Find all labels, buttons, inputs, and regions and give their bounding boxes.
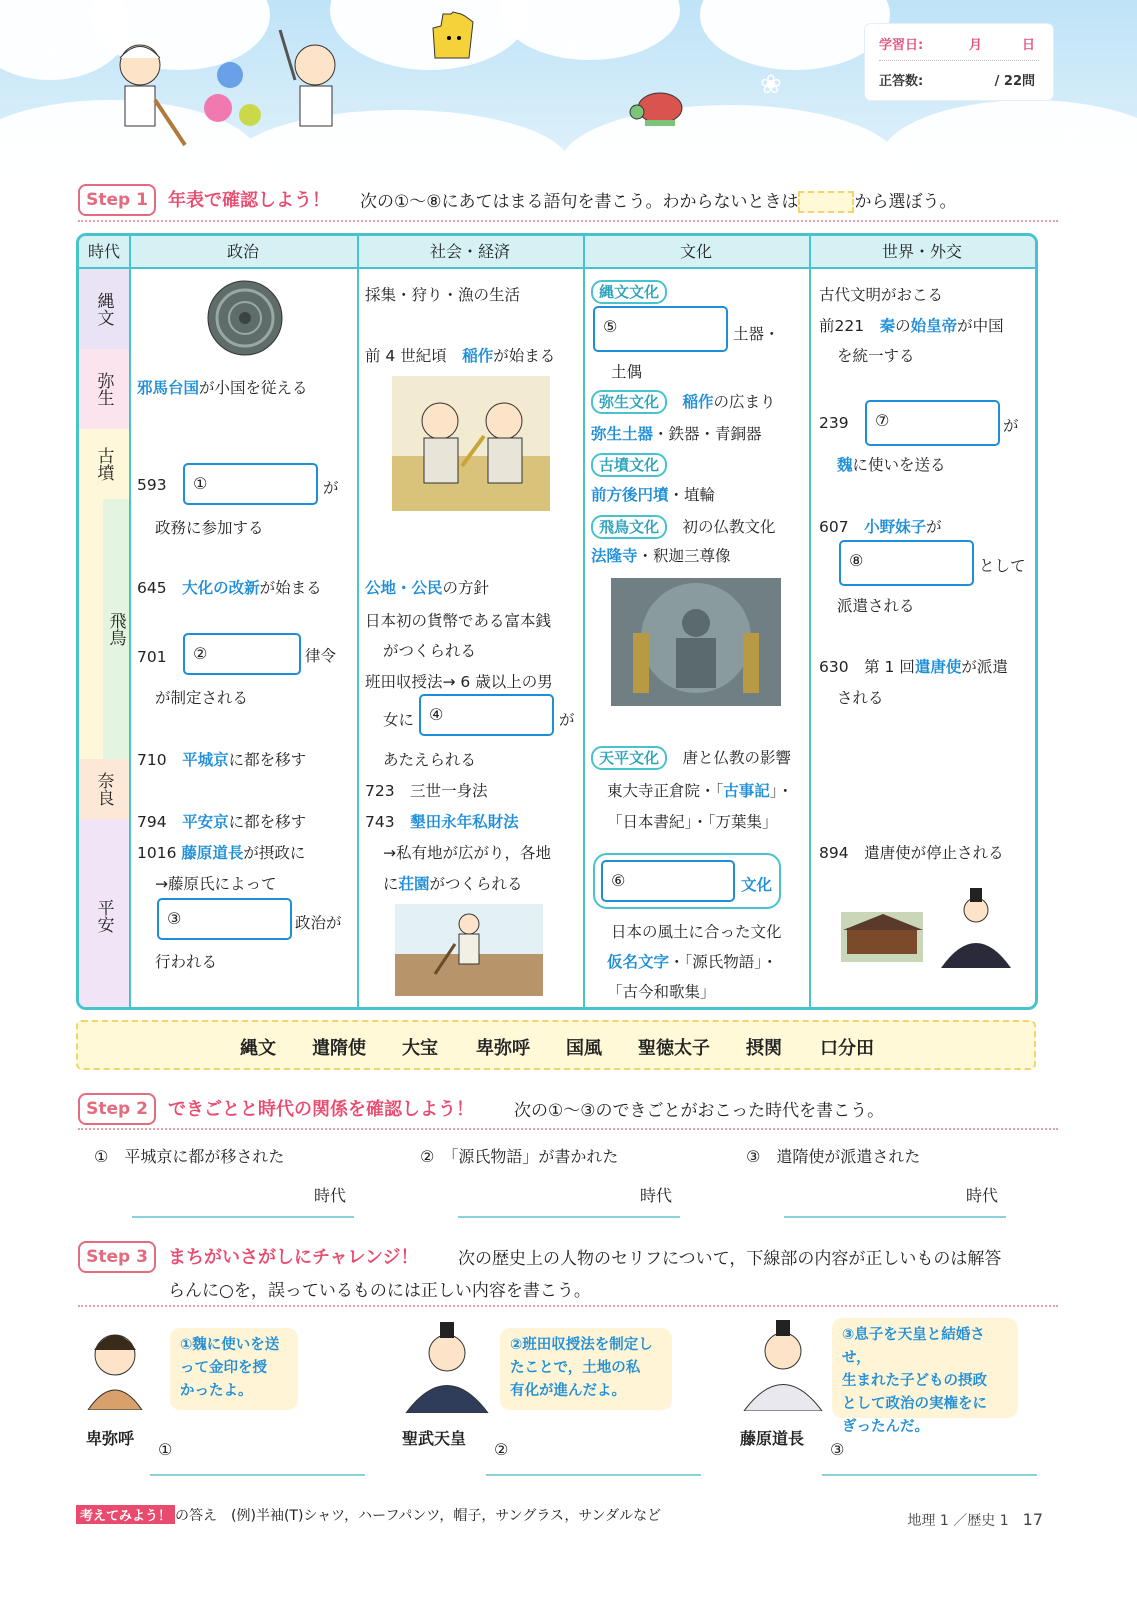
keyword: 墾田永年私財法 bbox=[410, 813, 519, 831]
cloud-decoration bbox=[560, 105, 900, 165]
answer-line-step2-1[interactable] bbox=[132, 1216, 354, 1218]
answer-number: ③ bbox=[830, 1440, 845, 1459]
person-name-michinaga: 藤原道長 bbox=[740, 1429, 805, 1448]
era-nara: 奈良 bbox=[79, 759, 129, 820]
divider bbox=[78, 1128, 1058, 1130]
text: 」・ bbox=[769, 782, 794, 800]
keyword: 稲作 bbox=[462, 347, 494, 365]
keyword: 稲作 bbox=[682, 393, 714, 411]
era-heian: 平安 bbox=[79, 819, 129, 1010]
answer-label: の答え bbox=[175, 1508, 218, 1524]
header-world: 世界・外交 bbox=[881, 242, 962, 261]
flower-icon: ❀ bbox=[1060, 120, 1082, 150]
bubble-line: たことで，土地の私 bbox=[510, 1360, 641, 1376]
person-name-shomu: 聖武天皇 bbox=[402, 1429, 467, 1448]
bubble-line: ぎったんだ。 bbox=[842, 1419, 929, 1435]
cleaning-kids-illustration bbox=[100, 20, 360, 150]
culture-asuka bbox=[591, 515, 776, 539]
step1-desc-a: 次の①〜⑧にあてはまる語句を書こう。わからないときは bbox=[360, 192, 799, 212]
keyword: 藤原道長 bbox=[181, 844, 244, 862]
table-header bbox=[79, 236, 1035, 269]
year: 723 bbox=[365, 782, 395, 800]
world-kentoshi bbox=[819, 655, 1008, 677]
text: ・鉄器・青銅器 bbox=[653, 425, 762, 443]
text: が bbox=[926, 518, 942, 536]
culture-kofun-tag bbox=[591, 453, 667, 477]
era-suffix: 時代 bbox=[966, 1186, 999, 1205]
keyword: 荘園 bbox=[398, 875, 430, 893]
era-yayoi: 弥生 bbox=[79, 349, 129, 430]
step2-item-2 bbox=[420, 1144, 618, 1167]
text: 第 1 回 bbox=[864, 658, 915, 676]
answer-box-3[interactable] bbox=[157, 898, 292, 940]
answer-number: ① bbox=[193, 474, 208, 493]
text: 唐と仏教の影響 bbox=[682, 749, 792, 767]
answer-box-5[interactable] bbox=[593, 306, 728, 352]
text: 派遣される bbox=[837, 597, 915, 615]
text: 初の仏教文化 bbox=[682, 518, 776, 536]
shaka-triad-statue-image bbox=[611, 578, 781, 706]
step3-title: まちがいさがしにチャレンジ！ bbox=[168, 1247, 419, 1268]
choice-item: 大宝 bbox=[402, 1038, 438, 1059]
era-kofun: 古墳 bbox=[79, 429, 129, 499]
answer-number: ⑧ bbox=[849, 551, 864, 570]
text: の方針 bbox=[442, 579, 490, 597]
speech-bubble-2 bbox=[500, 1328, 672, 1410]
choice-item: 国風 bbox=[566, 1038, 602, 1059]
header-era: 時代 bbox=[87, 242, 120, 261]
choice-item: 遣隋使 bbox=[312, 1038, 366, 1059]
text: が始まる bbox=[259, 579, 322, 597]
year: 630 bbox=[819, 658, 849, 676]
glove-icon bbox=[425, 8, 485, 68]
page-number: 17 bbox=[1022, 1510, 1043, 1529]
keyword: 魏 bbox=[837, 456, 853, 474]
text: 「古今和歌集」 bbox=[607, 983, 716, 1001]
step2-title: できごとと時代の関係を確認しよう！ bbox=[168, 1099, 474, 1120]
society-inasaku bbox=[365, 344, 555, 366]
culture-yayoi bbox=[591, 390, 776, 414]
text: が中国 bbox=[957, 317, 1004, 335]
era-kofun-band bbox=[79, 499, 103, 760]
text: 土器・ bbox=[733, 325, 780, 343]
farming-illustration bbox=[395, 904, 543, 996]
year: 1016 bbox=[137, 844, 177, 862]
answer-box-8[interactable] bbox=[839, 540, 974, 586]
text: 古代文明がおこる bbox=[819, 286, 944, 304]
item-text: 「源氏物語」が書かれた bbox=[450, 1147, 619, 1166]
text: 遣唐使が停止される bbox=[864, 844, 1004, 862]
era-asuka: 飛鳥 bbox=[103, 499, 129, 760]
text: がつくられる bbox=[429, 875, 523, 893]
cloud-decoration bbox=[880, 100, 1137, 165]
header-politics: 政治 bbox=[226, 242, 259, 261]
study-date-row bbox=[879, 32, 1039, 61]
society-sanze bbox=[365, 779, 488, 801]
bubble-line: ③息子を天皇と結婚させ， bbox=[842, 1327, 985, 1366]
text: ・埴輪 bbox=[668, 486, 716, 504]
year: 743 bbox=[365, 813, 395, 831]
header-culture: 文化 bbox=[679, 242, 712, 261]
text: 「日本書紀」・「万葉集」 bbox=[607, 813, 778, 831]
step3-desc-2: らんに○を，誤っているものには正しい内容を書こう。 bbox=[168, 1281, 591, 1301]
step3-badge: Step 3 bbox=[78, 1241, 156, 1273]
keyword: 公地・公民 bbox=[365, 579, 443, 597]
text: される bbox=[837, 689, 884, 707]
step2-item-1 bbox=[94, 1144, 284, 1167]
year: 894 bbox=[819, 844, 849, 862]
step1-title: 年表で確認しよう！ bbox=[168, 190, 330, 211]
header-banner bbox=[0, 0, 1137, 165]
step2-badge: Step 2 bbox=[78, 1093, 156, 1125]
bubble-line: として政治の実権をに bbox=[842, 1396, 987, 1412]
era-column bbox=[79, 269, 129, 1007]
world-imoko bbox=[819, 515, 942, 537]
col-divider bbox=[357, 236, 359, 1007]
step3-header bbox=[78, 1241, 1056, 1273]
culture-jomon-tag bbox=[591, 280, 667, 304]
politics-heian bbox=[137, 810, 306, 832]
keyword: 法隆寺 bbox=[591, 547, 638, 565]
choice-item: 縄文 bbox=[240, 1038, 276, 1059]
flower-icon: ❀ bbox=[760, 70, 782, 100]
culture-tag: 飛鳥文化 bbox=[591, 515, 667, 539]
year: 607 bbox=[819, 518, 849, 536]
score-label: 正答数: bbox=[879, 74, 924, 89]
keyword: 平安京 bbox=[182, 813, 229, 831]
text: が bbox=[559, 711, 575, 729]
politics-yamatai bbox=[137, 376, 308, 398]
divider bbox=[78, 1305, 1058, 1307]
text: に bbox=[383, 875, 399, 893]
speech-bubble-1 bbox=[170, 1328, 298, 1410]
text: 土偶 bbox=[611, 363, 643, 381]
score-box bbox=[865, 24, 1053, 100]
politics-michinaga bbox=[137, 841, 305, 863]
answer-number: ④ bbox=[429, 705, 444, 724]
answer-box-1[interactable] bbox=[183, 463, 318, 505]
text: が始まる bbox=[493, 347, 556, 365]
choices-box bbox=[76, 1020, 1036, 1070]
bubble-line: ①魏に使いを送 bbox=[180, 1337, 280, 1353]
text: あたえられる bbox=[383, 751, 477, 769]
bubble-line: かったよ。 bbox=[180, 1383, 253, 1399]
text: 政務に参加する bbox=[155, 519, 264, 537]
step1-desc-b: から選ぼう。 bbox=[854, 192, 957, 212]
keyword: 弥生土器 bbox=[591, 425, 654, 443]
text: 班田収授法→ 6 歳以上の男 bbox=[365, 673, 553, 691]
footer-answer bbox=[76, 1505, 661, 1525]
culture-tag: 縄文文化 bbox=[591, 280, 667, 304]
text: 日本初の貨幣である富本銭 bbox=[365, 612, 552, 630]
culture-tag: 天平文化 bbox=[591, 746, 667, 770]
year: 前221 bbox=[819, 317, 865, 335]
step2-item-3 bbox=[746, 1144, 920, 1167]
answer-text: (例)半袖(T)シャツ，ハーフパンツ，帽子，サングラス，サンダルなど bbox=[231, 1508, 662, 1524]
turtle-icon bbox=[625, 80, 695, 130]
culture-tag: 弥生文化 bbox=[591, 390, 667, 414]
text: が小国を従える bbox=[199, 379, 308, 397]
subject-label: 地理 1 ／歴史 1 bbox=[907, 1513, 1009, 1529]
answer-line-step2-3[interactable] bbox=[784, 1216, 1006, 1218]
era-jomon: 縄文 bbox=[79, 269, 129, 350]
bubble-line: って金印を授 bbox=[180, 1360, 267, 1376]
culture-tag: 古墳文化 bbox=[591, 453, 667, 477]
text: の広まり bbox=[713, 393, 776, 411]
year: 794 bbox=[137, 813, 167, 831]
rice-harvest-illustration bbox=[392, 376, 550, 511]
politics-taika bbox=[137, 576, 322, 598]
text: に都を移す bbox=[228, 813, 307, 831]
year: 前 4 世紀頃 bbox=[365, 347, 447, 365]
answer-line-step3-2[interactable] bbox=[486, 1474, 701, 1476]
keyword: 前方後円墳 bbox=[591, 486, 669, 504]
bubble-line: 生まれた子どもの摂政 bbox=[842, 1373, 987, 1389]
answer-number: ⑤ bbox=[603, 317, 618, 336]
culture-shosoin bbox=[607, 779, 793, 801]
step3-desc-1: 次の歴史上の人物のセリフについて，下線部の内容が正しいものは解答 bbox=[458, 1249, 1002, 1269]
keyword: 邪馬台国 bbox=[137, 379, 200, 397]
text: 採集・狩り・漁の生活 bbox=[365, 286, 521, 304]
text: ・釈迦三尊像 bbox=[637, 547, 731, 565]
text: →私有地が広がり，各地 bbox=[383, 844, 551, 862]
text: が制定される bbox=[155, 689, 249, 707]
society-konden bbox=[365, 810, 519, 832]
text: 三世一身法 bbox=[410, 782, 488, 800]
shomu-tenno-portrait bbox=[402, 1318, 492, 1413]
answer-box-7[interactable] bbox=[865, 400, 1000, 446]
answer-box-2[interactable] bbox=[183, 633, 301, 675]
step2-header bbox=[78, 1093, 1056, 1125]
keyword: 平城京 bbox=[182, 751, 229, 769]
cloud-decoration bbox=[500, 0, 680, 60]
month-label: 月 bbox=[969, 38, 983, 53]
item-number: ① bbox=[94, 1147, 109, 1166]
text: →藤原氏によって bbox=[155, 875, 277, 893]
society-shoen bbox=[383, 872, 523, 894]
text: が bbox=[323, 479, 339, 497]
col-divider bbox=[809, 236, 811, 1007]
text: の bbox=[895, 317, 911, 335]
col-divider bbox=[129, 236, 131, 1007]
text: を統一する bbox=[837, 347, 915, 365]
choice-item: 摂関 bbox=[746, 1038, 782, 1059]
text: が摂政に bbox=[243, 844, 306, 862]
text: ・「源氏物語」・ bbox=[669, 953, 778, 971]
answer-number: ① bbox=[158, 1440, 173, 1459]
step1-header bbox=[78, 184, 1056, 216]
era-suffix: 時代 bbox=[314, 1186, 347, 1205]
speech-bubble-3 bbox=[832, 1318, 1018, 1435]
answer-box-6[interactable] bbox=[601, 860, 735, 902]
divider bbox=[78, 220, 1058, 222]
culture-kana bbox=[607, 950, 778, 972]
text: 日本の風土に合った文化 bbox=[611, 923, 782, 941]
item-text: 遣隋使が派遣された bbox=[776, 1147, 921, 1166]
world-gi bbox=[837, 453, 946, 475]
text: 女に bbox=[383, 711, 415, 729]
bubble-line: ②班田収授法を制定し bbox=[510, 1337, 653, 1353]
politics-heijo bbox=[137, 748, 306, 770]
text: 文化 bbox=[741, 876, 773, 894]
text: に使いを送る bbox=[852, 456, 946, 474]
answer-line-step3-3[interactable] bbox=[822, 1474, 1037, 1476]
answer-number: ② bbox=[193, 644, 208, 663]
year: 710 bbox=[137, 751, 167, 769]
fujiwara-michinaga-portrait bbox=[738, 1316, 828, 1411]
item-text: 平城京に都が移された bbox=[124, 1147, 285, 1166]
choice-box-sample bbox=[798, 191, 854, 213]
text: 東大寺正倉院・「 bbox=[607, 782, 724, 800]
culture-zenpo bbox=[591, 483, 715, 505]
heian-noble-illustration bbox=[841, 888, 1016, 978]
choice-item: 口分田 bbox=[820, 1038, 874, 1059]
answer-number: ② bbox=[494, 1440, 509, 1459]
choice-item: 聖徳太子 bbox=[638, 1038, 710, 1059]
answer-number: ⑦ bbox=[875, 411, 890, 430]
year: 645 bbox=[137, 579, 167, 597]
keyword: 遣唐使 bbox=[914, 658, 962, 676]
score-row bbox=[879, 68, 1039, 96]
culture-horyuji bbox=[591, 544, 731, 566]
flower-icon: ❀ bbox=[40, 40, 62, 70]
text: がつくられる bbox=[383, 642, 477, 660]
item-number: ③ bbox=[746, 1147, 761, 1166]
year-701: 701 bbox=[137, 648, 167, 666]
culture-tenpyo bbox=[591, 746, 791, 770]
history-timeline-table bbox=[76, 233, 1038, 1010]
himiko-portrait bbox=[78, 1320, 153, 1410]
text: 行われる bbox=[155, 953, 218, 971]
cloud-decoration bbox=[700, 0, 890, 70]
text: が派遣 bbox=[961, 658, 1008, 676]
answer-box-4[interactable] bbox=[419, 694, 554, 736]
world-teishi bbox=[819, 841, 1004, 863]
society-kochi bbox=[365, 576, 489, 598]
person-name-himiko: 卑弥呼 bbox=[86, 1429, 135, 1448]
keyword: 大化の改新 bbox=[182, 579, 260, 597]
step2-desc: 次の①〜③のできごとがおこった時代を書こう。 bbox=[514, 1101, 885, 1121]
year-239: 239 bbox=[819, 414, 849, 432]
step1-badge: Step 1 bbox=[78, 184, 156, 216]
keyword: 古事記 bbox=[723, 782, 770, 800]
answer-number: ⑥ bbox=[611, 871, 626, 890]
step1-desc bbox=[360, 187, 956, 213]
text: が bbox=[1003, 417, 1019, 435]
day-label: 日 bbox=[1021, 38, 1035, 53]
page-info bbox=[907, 1510, 1043, 1530]
year-593: 593 bbox=[137, 476, 167, 494]
culture-yayoidoki bbox=[591, 422, 762, 444]
header-society: 社会・経済 bbox=[429, 242, 510, 261]
keyword: 小野妹子 bbox=[864, 518, 927, 536]
text: として bbox=[979, 557, 1026, 575]
study-date-label: 学習日: bbox=[879, 38, 924, 53]
col-divider bbox=[583, 236, 585, 1007]
answer-line-step2-2[interactable] bbox=[458, 1216, 680, 1218]
answer-number: ③ bbox=[167, 909, 182, 928]
keyword: 始皇帝 bbox=[910, 317, 958, 335]
text: 政治が bbox=[295, 914, 342, 932]
text: 律令 bbox=[305, 647, 337, 665]
keyword: 秦 bbox=[879, 317, 896, 335]
item-number: ② bbox=[420, 1147, 435, 1166]
bubble-line: 有化が進んだよ。 bbox=[510, 1383, 626, 1399]
flower-icon: ❀ bbox=[560, 35, 582, 65]
era-suffix: 時代 bbox=[640, 1186, 673, 1205]
score-total: / 22問 bbox=[994, 74, 1035, 89]
bronze-mirror-image bbox=[205, 278, 285, 358]
keyword: 仮名文字 bbox=[607, 953, 670, 971]
think-label: 考えてみよう！ bbox=[76, 1505, 175, 1524]
world-shin bbox=[819, 314, 1004, 336]
text: に都を移す bbox=[228, 751, 307, 769]
answer-line-step3-1[interactable] bbox=[150, 1474, 365, 1476]
choice-item: 卑弥呼 bbox=[476, 1038, 530, 1059]
